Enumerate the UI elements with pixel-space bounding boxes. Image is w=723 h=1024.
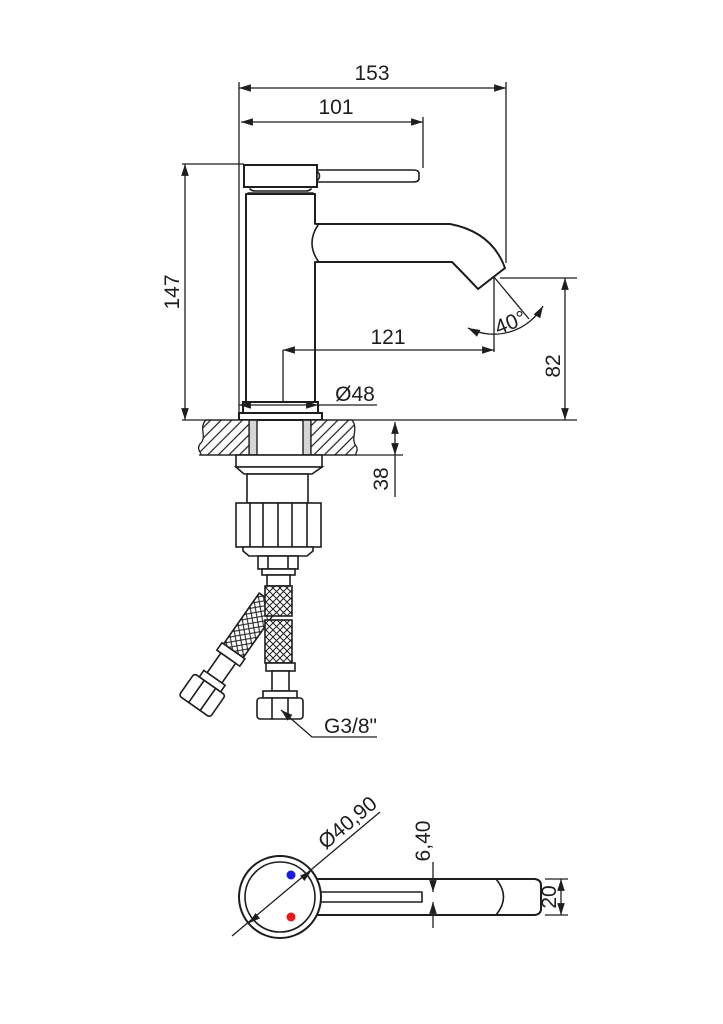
- handle-lever: [317, 170, 419, 182]
- dim-spout-angle: 40°: [491, 306, 530, 340]
- base-flange: [243, 402, 318, 413]
- counter-section-left: [199, 420, 249, 455]
- hose-collar-lower: [266, 663, 295, 671]
- top-view: [232, 792, 568, 938]
- hose-tube-lower: [272, 671, 289, 691]
- dim-lever-slot-width: 6,40: [412, 820, 435, 862]
- mount-washer-chamfer: [236, 467, 322, 474]
- dim-spout-reach: 121: [370, 326, 406, 349]
- cold-indicator-dot: [287, 871, 296, 880]
- front-view-dimensions: [161, 62, 577, 738]
- dim-body-height: 147: [161, 274, 184, 310]
- faucet-body: [246, 194, 315, 402]
- dim-handle-length: 101: [318, 96, 354, 119]
- body-outline-top: [239, 856, 321, 938]
- hose-tube-upper: [267, 575, 290, 586]
- dim-base-diameter: Ø48: [335, 383, 375, 406]
- lever-top-view: [317, 879, 541, 915]
- dim-body-diameter: Ø40,90: [314, 792, 382, 854]
- front-view: [161, 62, 577, 738]
- handle-cap: [244, 165, 317, 187]
- hose-band-lower: [263, 691, 297, 698]
- mount-washer: [236, 455, 322, 467]
- shank-wall-right: [303, 420, 311, 455]
- label-hose-thread: G3/8": [324, 715, 377, 738]
- shank-wall-left: [249, 420, 257, 455]
- cap-collar-line-1: [250, 189, 311, 191]
- hot-indicator-dot: [287, 913, 296, 922]
- hose-hex-nut: [257, 698, 303, 719]
- nut-bevel-washer: [243, 547, 313, 556]
- dim-mount-thickness: 38: [370, 467, 393, 491]
- hose-collar-upper: [262, 569, 295, 575]
- spout: [316, 224, 505, 289]
- counter-section-right: [311, 420, 357, 455]
- dim-overall-width: 153: [354, 62, 390, 85]
- braided-hose-vertical-lower: [265, 620, 292, 663]
- dim-lever-width: 20: [538, 885, 561, 909]
- base-plate: [239, 413, 322, 420]
- shank-tube: [247, 474, 308, 503]
- dim-outlet-height: 82: [542, 354, 565, 378]
- braided-hose-vertical-upper: [265, 586, 292, 616]
- hose-hex-upper: [258, 556, 298, 569]
